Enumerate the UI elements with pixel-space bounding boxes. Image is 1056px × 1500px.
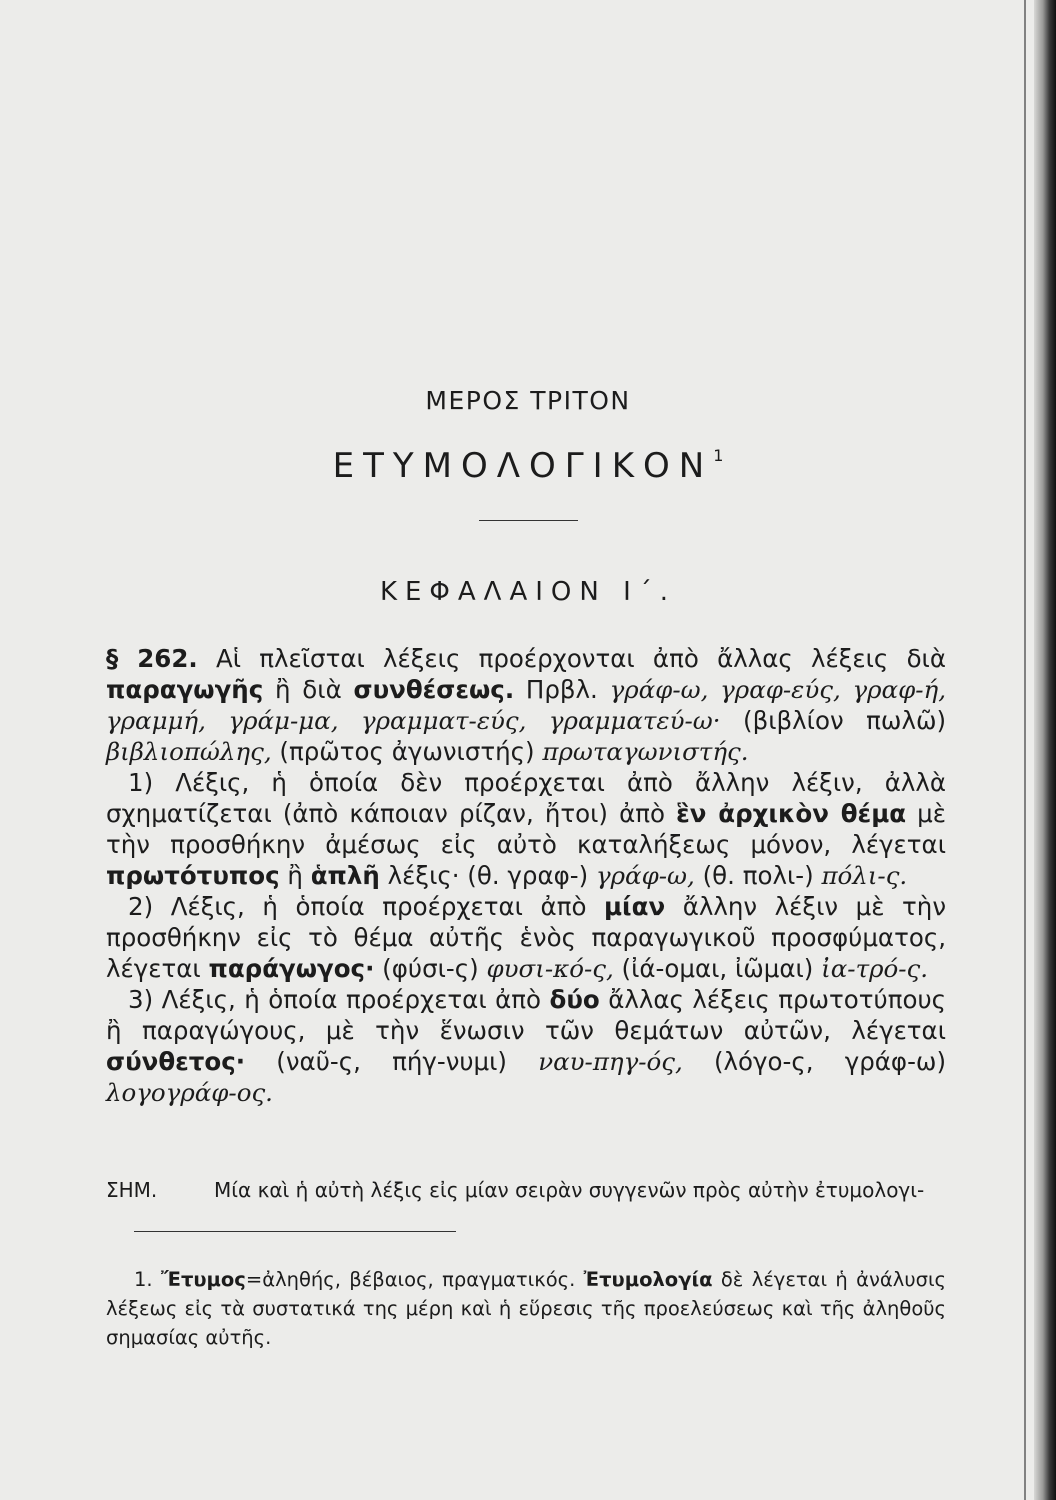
note-label: ΣΗΜ. xyxy=(106,1178,158,1202)
item2-text-3: (φύσι-ς) xyxy=(374,954,487,983)
item1-term-1: ἓν ἀρχικὸν θέμα xyxy=(676,799,907,828)
item1-text-1: 1) Λέξις, ἡ ὁποία δὲν προέρχεται ἀπὸ ἄλλην λέξιν, ἀλλὰ σχηματίζεται (ἀπὸ κάποιαν ρίζαν, ἤτοι) ἀπὸ xyxy=(106,768,946,828)
list-item-paragogos xyxy=(106,891,946,984)
title-divider xyxy=(479,520,578,521)
item1-term-2: πρωτότυπος xyxy=(106,861,280,890)
item3-term-2: σύνθετος· xyxy=(106,1047,246,1076)
footnote-text-1: =ἀληθής, βέβαιος, πραγματικός. xyxy=(245,1268,584,1291)
item3-text-1: 3) Λέξις, ἡ ὁποία προέρχεται ἀπὸ xyxy=(128,985,550,1014)
intro-text-5: (πρῶτος ἀγωνιστής) xyxy=(271,737,543,766)
intro-text-4: (βιβλίον πωλῶ) xyxy=(720,706,947,735)
page-title xyxy=(0,446,1056,486)
item3-text-3: (ναῦ-ς, πήγ-νυμι) xyxy=(245,1047,539,1076)
intro-examples-2: βιβλιοπώλης, xyxy=(106,737,272,766)
page-binding-edge xyxy=(1034,0,1056,1500)
item1-text-2: μὲ τὴν προσθήκην ἀμέσως εἰς αὐτὸ καταλήξεως μόνον, λέγεται xyxy=(106,799,946,859)
item1-example-2: πόλι-ς. xyxy=(821,861,908,890)
footnote-divider xyxy=(134,1231,456,1232)
item2-text-1: 2) Λέξις, ἡ ὁποία προέρχεται ἀπὸ xyxy=(128,892,605,921)
item1-text-4: λέξις· (θ. γραφ-) xyxy=(379,861,596,890)
list-item-synthetos xyxy=(106,984,946,1108)
intro-text-2: ἢ διὰ xyxy=(263,675,354,704)
intro-examples-1: γράφ-ω, γραφ-εύς, γραφ-ή, γραμμή, γράμ-μα, γραμματ-εύς, γραμματεύ-ω· xyxy=(106,675,946,735)
page-title-text: ΕΤΥΜΟΛΟΓΙΚΟΝ xyxy=(332,446,714,486)
intro-text-3: Πρβλ. xyxy=(514,675,610,704)
item2-term-2: παράγωγος· xyxy=(208,954,375,983)
list-item-protototypos xyxy=(106,767,946,891)
item3-text-2: ἄλλας λέξεις πρωτοτύπους ἢ παραγώγους, μὲ τὴν ἕνωσιν τῶν θεμάτων αὐτῶν, λέγεται xyxy=(106,985,946,1045)
item1-text-5: (θ. πολι-) xyxy=(694,861,822,890)
item3-text-4: (λόγο-ς, γράφ-ω) xyxy=(682,1047,947,1076)
item1-text-3: ἢ xyxy=(279,861,311,890)
item2-example-2: ἰα-τρό-ς. xyxy=(821,954,929,983)
footnote-reference-mark: 1 xyxy=(713,446,724,465)
item1-term-3: ἁπλῆ xyxy=(310,861,380,890)
footnote-paragraph xyxy=(106,1265,946,1352)
note-paragraph xyxy=(106,1176,946,1204)
footnote-term-2: Ἐτυμολογία xyxy=(583,1268,713,1291)
chapter-heading: ΚΕΦΑΛΑΙΟΝ Ι΄. xyxy=(379,577,677,607)
item3-example-1: ναυ-πηγ-ός, xyxy=(538,1047,683,1076)
item3-example-2: λογογράφ-ος. xyxy=(106,1078,273,1107)
item2-text-4: (ἰά-ομαι, ἰῶμαι) xyxy=(613,954,822,983)
footnote-term-1: Ἔτυμος xyxy=(161,1268,246,1291)
footnote-text-2: δὲ λέγεται ἡ ἀνάλυσις λέξεως εἰς τὰ συστατικά της μέρη καὶ ἡ εὕρεσις τῆς προελεύσεως καὶ τῆς ἀληθοῦς σημασίας αὐτῆς. xyxy=(106,1268,946,1349)
section-body xyxy=(106,643,946,1108)
page-binding-shadow-line xyxy=(1024,0,1026,1500)
term-paragogi: παραγωγῆς xyxy=(106,675,264,704)
item2-term-1: μίαν xyxy=(604,892,666,921)
footnote-number: 1. xyxy=(134,1268,153,1291)
intro-examples-3: πρωταγωνιστής. xyxy=(542,737,749,766)
intro-text-1: Αἱ πλεῖσται λέξεις προέρχονται ἀπὸ ἄλλας λέξεις διὰ xyxy=(197,644,946,673)
term-synthesis: συνθέσεως. xyxy=(353,675,515,704)
section-number: § 262. xyxy=(106,644,198,673)
item3-term-1: δύο xyxy=(549,985,600,1014)
footnote xyxy=(106,1265,946,1352)
part-heading: ΜΕΡΟΣ ΤΡΙΤΟΝ xyxy=(425,386,631,415)
note-text: Μία καὶ ἡ αὐτὴ λέξις εἰς μίαν σειρὰν συγγενῶν πρὸς αὐτὴν ἐτυμολογι- xyxy=(214,1178,925,1202)
item2-text-2: ἄλλην λέξιν μὲ τὴν προσθήκην εἰς τὸ θέμα αὐτῆς ἑνὸς παραγωγικοῦ προσφύματος, λέγεται xyxy=(106,892,947,983)
section-intro-paragraph xyxy=(106,643,946,767)
item2-example-1: φυσι-κό-ς, xyxy=(486,954,614,983)
item1-example-1: γράφ-ω, xyxy=(596,861,695,890)
